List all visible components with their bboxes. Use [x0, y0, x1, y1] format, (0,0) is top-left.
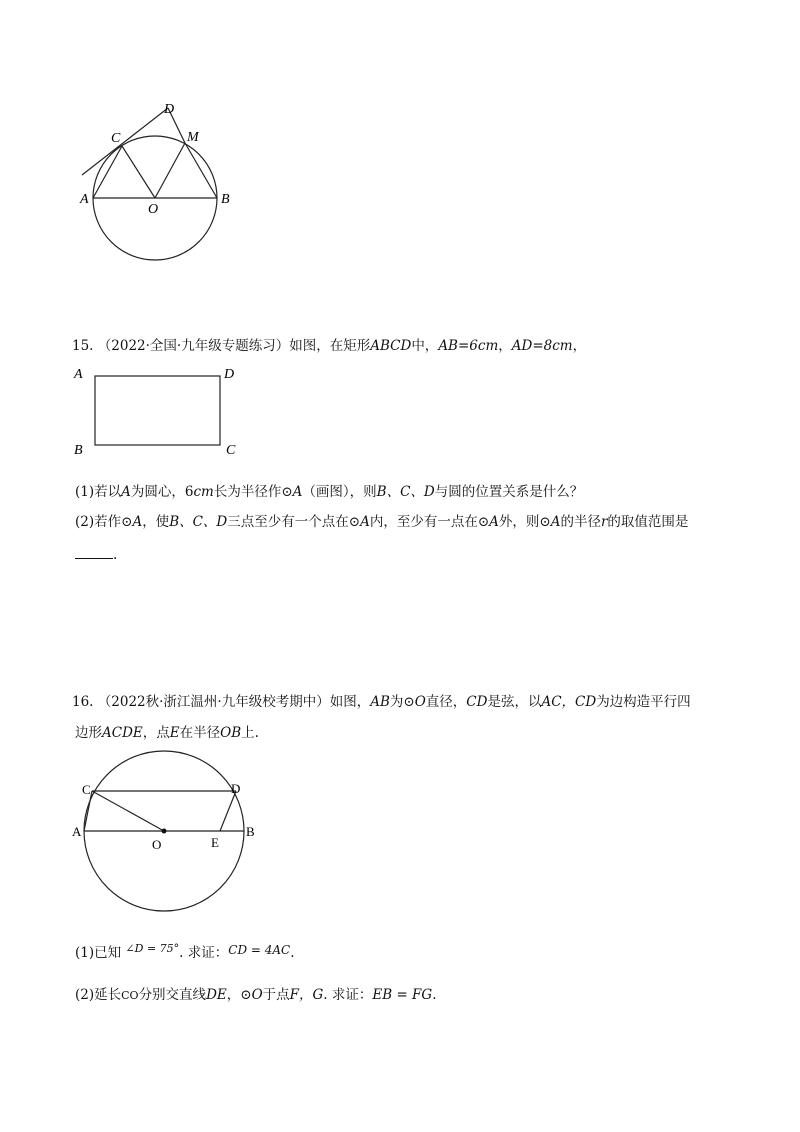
label-c: C — [226, 443, 236, 458]
q15-stem-pre: 如图，在矩形 — [289, 338, 371, 354]
q15-p1-A: A — [121, 484, 131, 500]
q15-p2-end: . — [113, 547, 118, 563]
label-o: O — [148, 202, 159, 217]
q16-p2-eq: EB = FG — [372, 987, 433, 1003]
q16-l1-d: 是弦，以 — [487, 694, 542, 710]
label-b: B — [246, 824, 255, 839]
label-d: D — [224, 367, 235, 382]
segment-co — [92, 791, 164, 831]
q16-l1-O: O — [414, 694, 426, 710]
q16-l2-b: ，点 — [142, 725, 170, 741]
q16-l2-OB: OB — [220, 725, 242, 741]
q15-number: 15. — [72, 338, 94, 354]
label-b: B — [74, 443, 83, 458]
segment-ac — [84, 791, 92, 831]
figure-rectangle — [68, 362, 248, 462]
q15-p1-cm: cm — [193, 484, 214, 500]
q16-l1-e: 为边构造平行四 — [596, 694, 691, 710]
q15-ad: AD=8cm — [511, 338, 573, 354]
q16-l2-a: 边形 — [75, 725, 102, 741]
label-m: M — [187, 130, 199, 145]
q16-p2-O: O — [251, 987, 263, 1003]
q16-p2-d: 于点 — [262, 987, 290, 1003]
label-a: A — [72, 824, 82, 839]
q16-p2-CO: CO — [121, 989, 139, 1002]
q16-stem-line1 — [72, 693, 691, 711]
q15-source: （2022·全国·九年级专题练习） — [97, 338, 290, 354]
answer-blank[interactable] — [75, 545, 113, 559]
q16-p1-eq: CD = 4AC — [228, 943, 291, 957]
q15-end: ， — [572, 338, 587, 354]
q15-p1-c: 长为半径作⊙ — [213, 484, 293, 500]
q15-rect-name: ABCD — [370, 338, 412, 354]
q16-p2-c: ，⊙ — [226, 987, 252, 1003]
q16-number: 16. — [72, 694, 94, 710]
rectangle-abcd — [95, 376, 220, 445]
q15-p1-d: （画图），则 — [302, 484, 377, 500]
label-o: O — [152, 837, 162, 852]
q16-source: （2022秋·浙江温州·九年级校考期中） — [97, 694, 330, 710]
q15-p2-pts: B、C、D — [169, 514, 228, 530]
q15-p2-r: r — [600, 514, 608, 530]
q15-ab: AB=6cm — [438, 338, 499, 354]
q15-p2-d: 内，至少有一点在⊙ — [369, 514, 490, 530]
q16-part1 — [75, 944, 295, 963]
q16-p2-e: . 求证： — [323, 987, 373, 1003]
q16-l2-ACDE: ACDE — [102, 725, 143, 741]
q15-p1-A2: A — [292, 484, 303, 500]
q15-p2-f: 的半径 — [560, 514, 601, 530]
q15-p1-e: 与圆的位置关系是什么？ — [434, 484, 584, 500]
q15-p2-A3: A — [489, 514, 499, 530]
q15-p2-b: ，使 — [142, 514, 170, 530]
q16-l1-ACCD: AC，CD — [541, 694, 597, 710]
figure-circle-tangent — [70, 95, 250, 285]
q16-p1-angle: ∠D = 75° — [125, 942, 180, 955]
q16-part2 — [75, 986, 437, 1005]
q15-part1 — [75, 483, 583, 501]
q15-sep: ， — [498, 338, 512, 354]
q15-answer-blank-line — [75, 545, 117, 564]
q15-stem-mid: 中， — [411, 338, 439, 354]
q16-p1-a: (1)已知 — [75, 945, 122, 961]
q15-p1-pts: B、C、D — [376, 484, 435, 500]
q16-p2-DE: DE — [206, 987, 227, 1003]
center-point-o — [162, 829, 167, 834]
q15-p2-a: (2)若作⊙ — [75, 514, 133, 530]
q16-l1-AB: AB — [370, 694, 390, 710]
label-d: D — [231, 781, 241, 796]
q16-l1-b: 为⊙ — [389, 694, 415, 710]
q16-p2-b: 分别交直线 — [138, 987, 207, 1003]
segment-ac — [93, 146, 122, 198]
q16-l1-c: 直径， — [425, 694, 467, 710]
q15-p2-c: 三点至少有一个点在⊙ — [227, 514, 361, 530]
q15-p2-g: 的取值范围是 — [607, 514, 689, 530]
label-e: E — [211, 835, 219, 850]
q16-l2-c: 在半径 — [179, 725, 221, 741]
segment-co — [122, 146, 155, 198]
q15-p1-a: (1)若以 — [75, 484, 122, 500]
q15-stem — [72, 337, 586, 355]
q16-p2-end: . — [432, 987, 437, 1003]
q15-p1-b: 为圆心，6 — [130, 484, 194, 500]
q16-l2-d: 上. — [241, 725, 259, 741]
figure-parallelogram-circle — [68, 745, 268, 930]
q15-p2-A4: A — [550, 514, 561, 530]
q16-l1-CD: CD — [466, 694, 488, 710]
q16-stem-line2 — [75, 724, 259, 742]
q16-p1-end: . — [290, 945, 295, 961]
tangent-line — [82, 108, 168, 175]
label-b: B — [221, 192, 230, 207]
q15-part2 — [75, 513, 688, 531]
q15-p2-A: A — [132, 514, 143, 530]
q15-p2-e: 外，则⊙ — [498, 514, 551, 530]
label-c: C — [111, 131, 121, 146]
segment-om — [155, 143, 185, 198]
q16-p2-FG: F，G — [289, 987, 324, 1003]
label-c: C — [82, 782, 91, 797]
label-a: A — [74, 367, 83, 382]
label-d: D — [164, 102, 175, 117]
segment-mb — [185, 143, 217, 198]
label-a: A — [80, 192, 89, 207]
q16-l2-E: E — [169, 725, 180, 741]
segment-de — [220, 791, 236, 831]
q16-l1-a: 如图， — [329, 694, 371, 710]
q15-p2-A2: A — [360, 514, 370, 530]
q16-p2-a: (2)延长 — [75, 987, 122, 1003]
q16-p1-b: . 求证： — [179, 945, 229, 961]
